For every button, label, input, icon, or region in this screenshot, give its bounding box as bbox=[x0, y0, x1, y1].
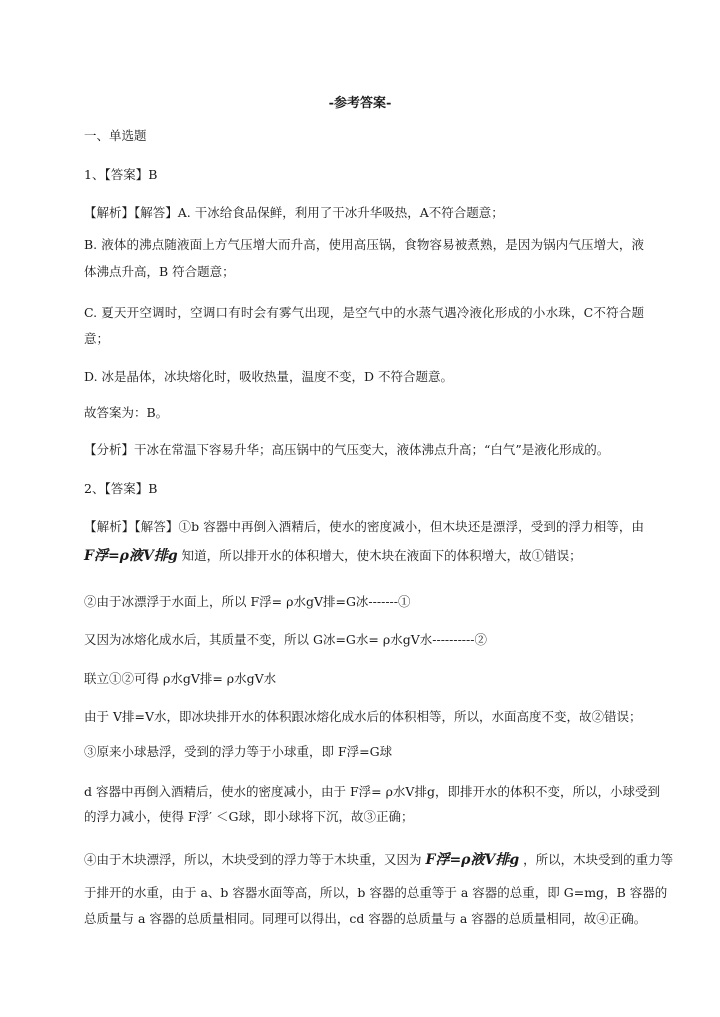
q2-p2: ②由于冰漂浮于水面上，所以 F浮= ρ水gV排=G冰-------① bbox=[84, 594, 411, 609]
q2-p8-line1-b: ，所以，木块受到的重力等 bbox=[523, 852, 674, 867]
buoyancy-formula-2: F浮=ρ液V排g bbox=[425, 852, 520, 868]
q1-analysis-a: 【解析】【解答】A. 干冰给食品保鲜，利用了干冰升华吸热，A不符合题意； bbox=[84, 205, 504, 220]
q2-p7-line2: 的浮力减小，使得 F浮′ ＜G球，即小球将下沉，故③正确； bbox=[84, 809, 414, 824]
buoyancy-formula: F浮=ρ液V排g bbox=[84, 548, 178, 564]
q2-p1-line2: 知道，所以排开水的体积增大，使木块在液面下的体积增大，故①错误； bbox=[181, 548, 582, 563]
q2-p1-line1: 【解析】【解答】①b 容器中再倒入酒精后，使水的密度减小，但木块还是漂浮，受到的浮力相等，由 bbox=[84, 519, 644, 534]
q2-p5: 由于 V排=V水，即冰块排开水的体积跟冰熔化成水后的体积相等，所以，水面高度不变，故②错误； bbox=[84, 709, 642, 724]
q1-option-c-line1: C. 夏天开空调时，空调口有时会有雾气出现，是空气中的水蒸气遇冷液化形成的小水珠，C不符合题 bbox=[84, 305, 644, 320]
q2-p4: 联立①②可得 ρ水gV排= ρ水gV水 bbox=[84, 671, 277, 686]
section-heading: 一、单选题 bbox=[84, 128, 147, 143]
q2-p6: ③原来小球悬浮，受到的浮力等于小球重，即 F浮=G球 bbox=[84, 744, 393, 759]
q1-summary: 【分析】干冰在常温下容易升华；高压锅中的气压变大，液体沸点升高；“白气”是液化形成的。 bbox=[84, 442, 610, 457]
q2-p7-line1: d 容器中再倒入酒精后，使水的密度减小，由于 F浮= ρ水V排g，即排开水的体积不变，所以，小球受到 bbox=[84, 784, 660, 799]
q2-p8-line1-a: ④由于木块漂浮，所以，木块受到的浮力等于木块重，又因为 bbox=[84, 852, 422, 867]
q1-option-c-line2: 意； bbox=[84, 331, 110, 346]
q1-option-d: D. 冰是晶体，冰块熔化时，吸收热量，温度不变，D 不符合题意。 bbox=[84, 369, 454, 384]
q2-p8-line1-row bbox=[84, 852, 674, 868]
q2-p8-line3: 总质量与 a 容器的总质量相同。同理可以得出，cd 容器的总质量与 a 容器的总质量相同，故④正确。 bbox=[84, 911, 647, 926]
q2-answer: 2、【答案】B bbox=[84, 481, 158, 496]
q2-p8-line2: 于排开的水重，由于 a、b 容器水面等高，所以，b 容器的总重等于 a 容器的总重，即 G=mg，B 容器的 bbox=[84, 885, 668, 900]
q1-answer: 1、【答案】B bbox=[84, 167, 158, 182]
q2-p3: 又因为冰熔化成水后，其质量不变，所以 G冰=G水= ρ水gV水----------② bbox=[84, 632, 487, 647]
page-title: -参考答案- bbox=[328, 96, 392, 111]
q2-p1-line2-row bbox=[84, 548, 644, 564]
q1-option-b-line2: 体沸点升高，B 符合题意； bbox=[84, 264, 235, 279]
q1-option-b-line1: B. 液体的沸点随液面上方气压增大而升高，使用高压锅，食物容易被煮熟，是因为锅内气压增大，液 bbox=[84, 237, 644, 252]
q1-conclusion: 故答案为：B。 bbox=[84, 405, 169, 420]
